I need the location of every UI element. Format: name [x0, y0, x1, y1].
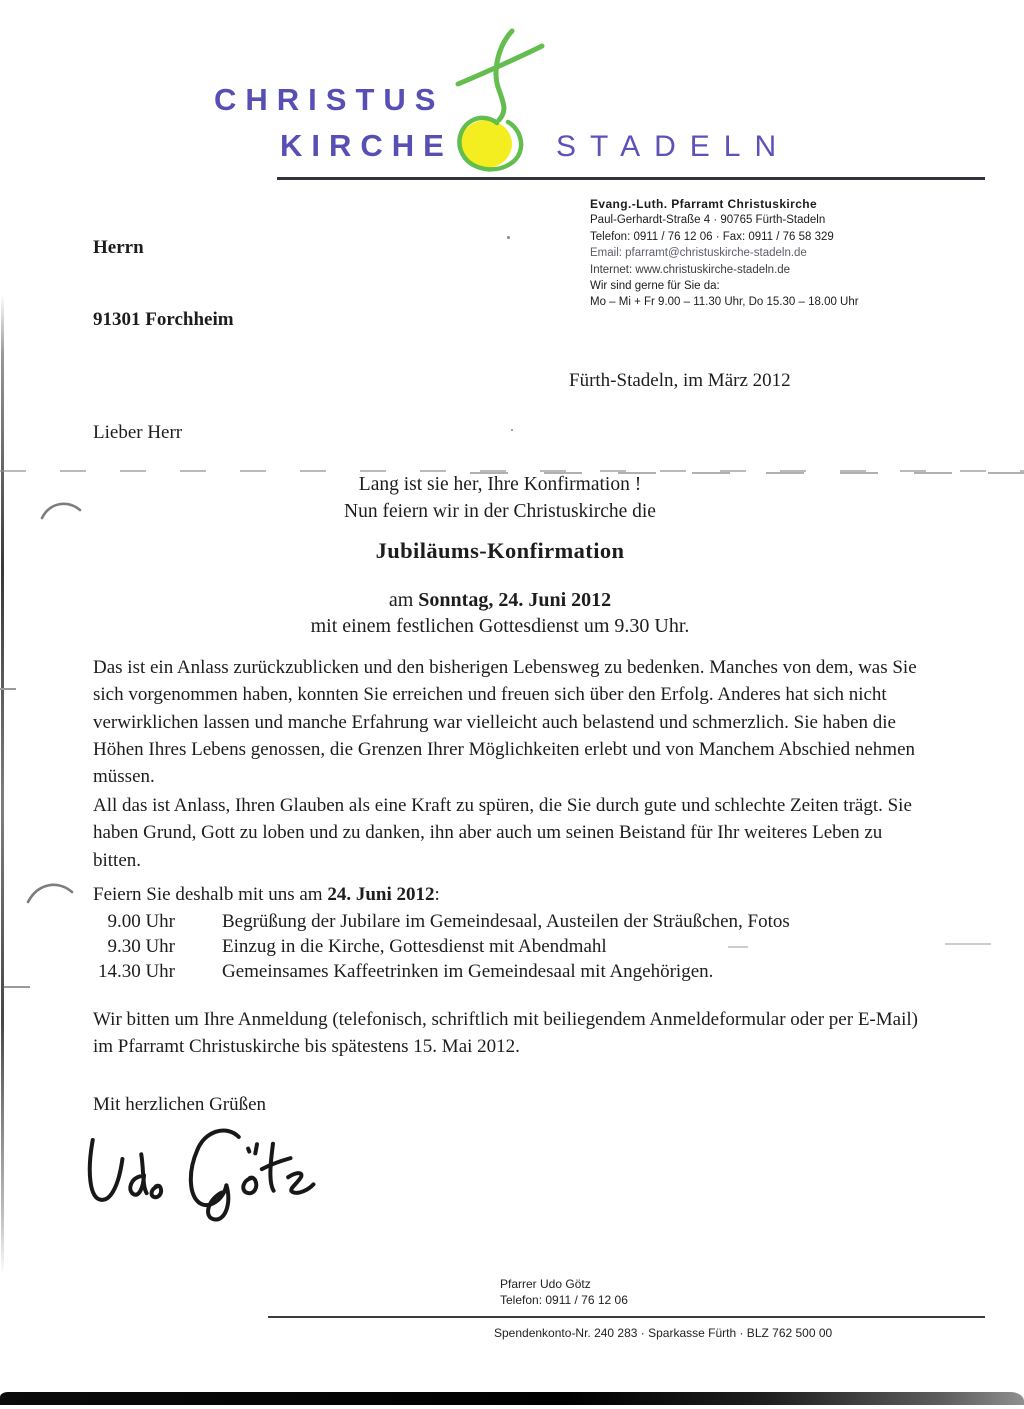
greeting: Lieber Herr [93, 422, 183, 443]
logo-text-kirche: KIRCHE [280, 128, 453, 163]
logo-text-christus: CHRISTUS [214, 82, 445, 117]
schedule-time: 9.00 Uhr [107, 911, 175, 932]
schedule-intro-prefix: Feiern Sie deshalb mit uns am [93, 884, 328, 905]
scan-artifact-bottom-edge [0, 1392, 1024, 1405]
event-detail-line: mit einem festlichen Gottesdienst um 9.30 Uhr. [310, 615, 690, 637]
office-phone-fax: Telefon: 0911 / 76 12 06 · Fax: 0911 / 76 58 329 [590, 230, 834, 243]
scan-artifact-left-edge-line [1, 295, 4, 1275]
schedule-row [93, 959, 790, 984]
scan-artifact-arc-mark [38, 496, 84, 527]
recipient-city: 91301 Forchheim [93, 309, 234, 330]
schedule-activity: Gemeinsames Kaffeetrinken im Gemeindesaal mit Angehörigen. [222, 961, 714, 983]
schedule-intro-line [93, 884, 440, 906]
footer-bank-line: Spendenkonto-Nr. 240 283 · Sparkasse Fürth · BLZ 762 500 00 [494, 1326, 833, 1340]
office-name: Evang.-Luth. Pfarramt Christuskirche [590, 197, 818, 211]
body-paragraph-2: All das ist Anlass, Ihren Glauben als eine Kraft zu spüren, die Sie durch gute und schlechte Zeiten trägt. Sie haben Grund, Gott zu loben und zu danken, ihn aber auch um seinen Beistand für Ihr weiteres Leben zu bitten. [93, 795, 912, 871]
office-website: Internet: www.christuskirche-stadeln.de [590, 263, 791, 276]
event-date-prefix: am [388, 589, 419, 611]
schedule-activity: Begrüßung der Jubilare im Gemeindesaal, Austeilen der Sträußchen, Fotos [222, 911, 790, 932]
event-date-line [0, 589, 1000, 612]
handwritten-signature [80, 1118, 335, 1231]
footer-contact-name: Pfarrer Udo Götz [500, 1277, 591, 1291]
schedule-list [93, 909, 790, 985]
logo-text-stadeln: STADELN [556, 130, 791, 163]
scan-artifact-dash [4, 986, 30, 988]
scan-artifact-dot [511, 429, 513, 431]
scan-artifact-arc-mark [24, 876, 76, 911]
schedule-intro-date: 24. Juni 2012 [327, 884, 435, 905]
office-hours-intro: Wir sind gerne für Sie da: [590, 280, 720, 293]
schedule-time: 14.30 Uhr [97, 961, 175, 983]
letterhead-divider [277, 177, 985, 180]
scan-artifact-dot [507, 236, 510, 239]
intro-line-2: Nun feiern wir in der Christuskirche die [344, 501, 656, 522]
dateline: Fürth-Stadeln, im März 2012 [569, 370, 791, 391]
recipient-salutation: Herrn [93, 237, 144, 258]
headline-jubilaeums-konfirmation: Jubiläums-Konfirmation [375, 538, 625, 563]
footer-contact-phone: Telefon: 0911 / 76 12 06 [500, 1293, 628, 1307]
scan-artifact-dash [728, 946, 748, 948]
schedule-row [93, 934, 790, 959]
body-paragraph-1: Das ist ein Anlass zurückzublicken und den bisherigen Lebensweg zu bedenken. Manches von dem, was Sie sich vorgenommen haben, konnten Sie erreichen und freuen sich über den Erfolg. Anderes hat sich nicht verwirklichen lassen und manche Erfahrung war vielleicht auch belastend und schmerzlich. Sie haben die Höhen Ihres Lebens genossen, die Grenzen Ihrer Möglichkeiten erlebt und von Manchem Abschied nehmen müssen. [93, 657, 917, 788]
office-address: Paul-Gerhardt-Straße 4 · 90765 Fürth-Stadeln [590, 214, 826, 227]
schedule-intro-suffix: : [434, 884, 440, 905]
office-email: Email: pfarramt@christuskirche-stadeln.de [590, 247, 807, 260]
footer-divider [268, 1316, 985, 1318]
office-info-block [590, 196, 859, 311]
closing-line: Mit herzlichen Grüßen [93, 1094, 267, 1115]
schedule-row [93, 909, 790, 934]
cross-and-seed-logo-icon [448, 26, 548, 174]
body-paragraph-3: Wir bitten um Ihre Anmeldung (telefonisch, schriftlich mit beiliegendem Anmeldeformular oder per E-Mail) im Pfarramt Christuskirche bis spätestens 15. Mai 2012. [93, 1009, 918, 1058]
scan-artifact-fold-line-dark [470, 472, 1024, 474]
schedule-activity: Einzug in die Kirche, Gottesdienst mit Abendmahl [222, 936, 607, 958]
scan-artifact-dash [945, 943, 991, 945]
schedule-time: 9.30 Uhr [107, 936, 175, 958]
scan-artifact-dash [0, 688, 16, 690]
office-hours: Mo – Mi + Fr 9.00 – 11.30 Uhr, Do 15.30 – 18.00 Uhr [590, 296, 859, 309]
intro-line-1: Lang ist sie her, Ihre Konfirmation ! [358, 474, 642, 495]
event-date: Sonntag, 24. Juni 2012 [418, 589, 612, 611]
